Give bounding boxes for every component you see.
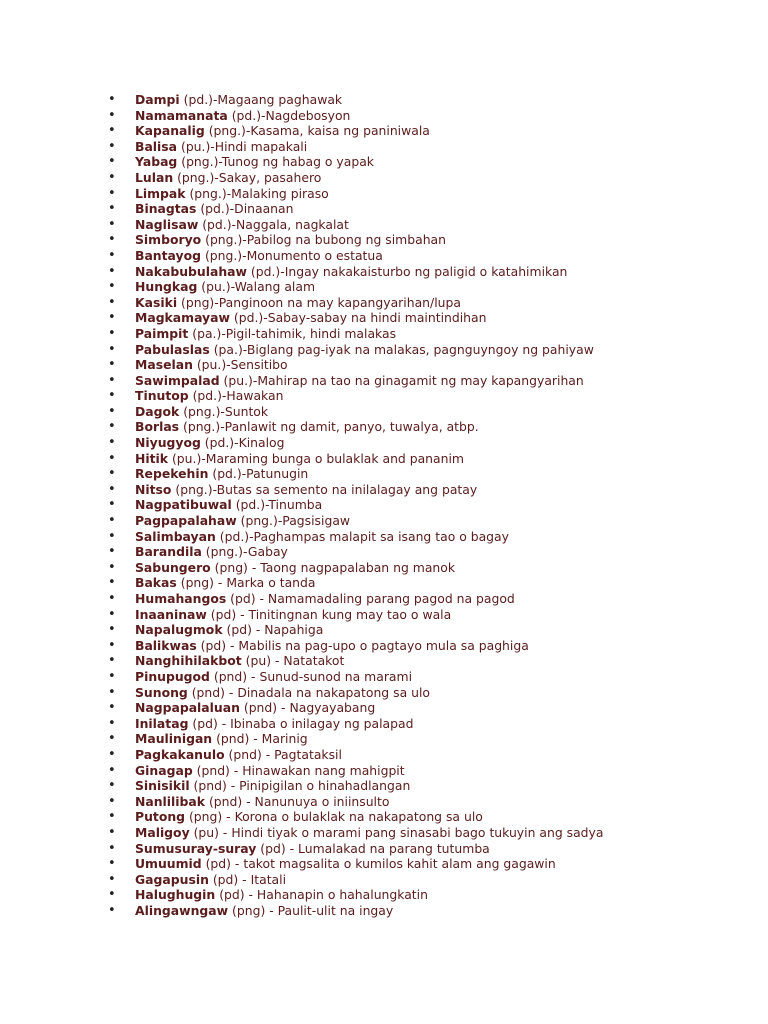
vocab-term: Binagtas <box>135 201 197 217</box>
bullet-icon: • <box>108 201 116 217</box>
bullet-icon: • <box>108 793 116 809</box>
vocab-definition: (png.)-Pagsisigaw <box>236 513 351 529</box>
vocab-term: Pabulaslas <box>135 341 210 357</box>
vocab-definition: (pnd) - Pinipigilan o hinahadlangan <box>189 778 411 794</box>
vocab-entry <box>108 310 748 326</box>
vocab-definition: (pd.)-Dinaanan <box>196 201 294 217</box>
vocab-entry <box>108 544 748 560</box>
vocab-term: Nitso <box>135 481 172 497</box>
vocab-definition: (pd) - Ibinaba o inilagay ng palapad <box>188 715 414 731</box>
vocab-definition: (png.)-Suntok <box>179 403 269 419</box>
vocab-definition: (pu.)-Sensitibo <box>192 357 288 373</box>
vocab-entry <box>108 872 748 888</box>
vocab-entry <box>108 638 748 654</box>
vocab-entry <box>108 591 748 607</box>
vocab-definition: (pnd) - Sunud-sunod na marami <box>209 668 413 684</box>
bullet-icon: • <box>108 840 116 856</box>
vocab-term: Halughugin <box>135 887 216 903</box>
vocab-definition: (pnd) - Marinig <box>212 731 308 747</box>
vocab-term: Lulan <box>135 169 174 185</box>
vocab-term: Maulinigan <box>135 731 213 747</box>
vocab-entry <box>108 763 748 779</box>
vocab-entry <box>108 809 748 825</box>
bullet-icon: • <box>108 372 116 388</box>
bullet-icon: • <box>108 746 116 762</box>
vocab-entry <box>108 607 748 623</box>
vocab-term: Napalugmok <box>135 622 223 638</box>
vocab-term: Sunong <box>135 684 188 700</box>
vocab-definition: (pd.)-Patunugin <box>208 466 309 482</box>
bullet-icon: • <box>108 575 116 591</box>
vocab-entry <box>108 451 748 467</box>
vocab-entry <box>108 295 748 311</box>
vocab-entry <box>108 513 748 529</box>
vocab-definition: (pd.)-Nagdebosyon <box>227 107 351 123</box>
bullet-icon: • <box>108 887 116 903</box>
vocab-term: Paimpit <box>135 325 189 341</box>
vocab-definition: (pd) - Lumalakad na parang tutumba <box>256 840 490 856</box>
vocab-term: Salimbayan <box>135 528 216 544</box>
vocab-term: Dampi <box>135 92 180 107</box>
bullet-icon: • <box>108 902 116 918</box>
bullet-icon: • <box>108 544 116 560</box>
vocab-definition: (pd) - takot magsalita o kumilos kahit alam ang gagawin <box>201 856 556 872</box>
vocab-entry <box>108 326 748 342</box>
bullet-icon: • <box>108 419 116 435</box>
vocab-term: Sabungero <box>135 559 211 575</box>
vocab-definition: (pd) - Napahiga <box>222 622 324 638</box>
vocab-definition: (png.)-Panlawit ng damit, panyo, tuwalya, atbp. <box>179 419 479 435</box>
vocab-term: Pagpapalahaw <box>135 513 237 529</box>
bullet-icon: • <box>108 715 116 731</box>
vocab-entry <box>108 778 748 794</box>
vocab-entry <box>108 497 748 513</box>
vocab-entry <box>108 186 748 202</box>
bullet-icon: • <box>108 357 116 373</box>
bullet-icon: • <box>108 185 116 201</box>
bullet-icon: • <box>108 310 116 326</box>
vocab-entry <box>108 139 748 155</box>
vocab-definition: (pd) - Hahanapin o hahalungkatin <box>215 887 428 903</box>
vocab-definition: (png.)-Pabilog na bubong ng simbahan <box>201 232 447 248</box>
bullet-icon: • <box>108 778 116 794</box>
bullet-icon: • <box>108 731 116 747</box>
vocab-definition: (png) - Paulit-ulit na ingay <box>228 902 394 918</box>
vocab-term: Limpak <box>135 185 186 201</box>
vocab-term: Nagpapalaluan <box>135 700 240 716</box>
vocab-definition: (png.)-Kasama, kaisa ng paniniwala <box>204 123 430 139</box>
bullet-icon: • <box>108 762 116 778</box>
vocab-term: Yabag <box>135 154 178 170</box>
vocab-definition: (pu.)-Walang alam <box>197 279 316 295</box>
vocab-entry <box>108 357 748 373</box>
vocab-entry <box>108 279 748 295</box>
bullet-icon: • <box>108 528 116 544</box>
vocab-definition: (pu) - Natatakot <box>241 653 345 669</box>
vocab-term: Maselan <box>135 357 193 373</box>
bullet-icon: • <box>108 263 116 279</box>
vocab-term: Ginagap <box>135 762 193 778</box>
vocab-term: Balikwas <box>135 637 197 653</box>
vocab-entry <box>108 731 748 747</box>
vocab-term: Nagpatibuwal <box>135 497 232 513</box>
bullet-icon: • <box>108 606 116 622</box>
bullet-icon: • <box>108 92 116 107</box>
vocab-entry <box>108 342 748 358</box>
vocab-entry <box>108 248 748 264</box>
vocab-term: Bantayog <box>135 247 201 263</box>
bullet-icon: • <box>108 294 116 310</box>
bullet-icon: • <box>108 466 116 482</box>
vocab-definition: (pnd) - Hinawakan nang mahigpit <box>192 762 405 778</box>
vocab-term: Sinisikil <box>135 778 190 794</box>
vocab-term: Borlas <box>135 419 180 435</box>
vocab-definition: (pu.)-Hindi mapakali <box>177 138 308 154</box>
vocab-term: Nakabubulahaw <box>135 263 247 279</box>
vocab-definition: (png.)-Gabay <box>201 544 288 560</box>
bullet-icon: • <box>108 668 116 684</box>
vocab-definition: (png)-Panginoon na may kapangyarihan/lupa <box>177 294 461 310</box>
vocab-entry <box>108 466 748 482</box>
vocab-term: Barandila <box>135 544 202 560</box>
vocab-definition: (png.)-Sakay, pasahero <box>173 169 322 185</box>
vocab-entry <box>108 435 748 451</box>
vocab-term: Dagok <box>135 403 180 419</box>
vocab-term: Magkamayaw <box>135 310 230 326</box>
bullet-icon: • <box>108 824 116 840</box>
vocab-definition: (png.)-Monumento o estatua <box>201 247 383 263</box>
vocab-entry <box>108 154 748 170</box>
vocab-term: Hungkag <box>135 279 198 295</box>
vocab-entry <box>108 92 748 108</box>
vocab-definition: (png) - Korona o bulaklak na nakapatong sa ulo <box>185 809 483 825</box>
vocab-term: Inaaninaw <box>135 606 207 622</box>
vocab-term: Umuumid <box>135 856 202 872</box>
bullet-icon: • <box>108 450 116 466</box>
bullet-icon: • <box>108 637 116 653</box>
vocab-entry <box>108 529 748 545</box>
vocab-definition: (pd.)-Hawakan <box>188 388 284 404</box>
bullet-icon: • <box>108 247 116 263</box>
vocab-definition: (png.)-Tunog ng habag o yapak <box>177 154 374 170</box>
vocab-term: Maligoy <box>135 824 190 840</box>
vocab-entry <box>108 108 748 124</box>
bullet-icon: • <box>108 123 116 139</box>
vocab-definition: (pd) - Itatali <box>208 871 287 887</box>
vocab-entry <box>108 653 748 669</box>
vocab-term: Hitik <box>135 450 169 466</box>
bullet-icon: • <box>108 138 116 154</box>
vocab-definition: (pa.)-Pigil-tahimik, hindi malakas <box>188 325 397 341</box>
vocab-entry <box>108 217 748 233</box>
bullet-icon: • <box>108 497 116 513</box>
bullet-icon: • <box>108 856 116 872</box>
vocab-definition: (pd.)-Tinumba <box>231 497 323 513</box>
vocab-entry <box>108 560 748 576</box>
vocab-definition: (pd) - Mabilis na pag-upo o pagtayo mula sa paghiga <box>196 637 529 653</box>
vocab-entry <box>108 373 748 389</box>
vocab-entry <box>108 887 748 903</box>
bullet-icon: • <box>108 684 116 700</box>
vocab-entry <box>108 794 748 810</box>
bullet-icon: • <box>108 622 116 638</box>
vocab-term: Gagapusin <box>135 871 209 887</box>
vocab-definition: (pd.)-Sabay-sabay na hindi maintindihan <box>229 310 487 326</box>
bullet-icon: • <box>108 388 116 404</box>
vocab-definition: (png.)-Butas sa semento na inilalagay ang patay <box>171 481 478 497</box>
vocab-definition: (pnd) - Pagtataksil <box>224 746 342 762</box>
bullet-icon: • <box>108 325 116 341</box>
vocab-term: Sawimpalad <box>135 372 220 388</box>
vocab-term: Kapanalig <box>135 123 205 139</box>
vocab-term: Pinupugod <box>135 668 210 684</box>
vocab-definition: (pd.)-Paghampas malapit sa isang tao o bagay <box>215 528 509 544</box>
vocab-definition: (pd.)-Magaang paghawak <box>179 92 343 107</box>
bullet-icon: • <box>108 232 116 248</box>
vocab-entry <box>108 856 748 872</box>
vocab-entry <box>108 264 748 280</box>
vocab-entry <box>108 419 748 435</box>
bullet-icon: • <box>108 216 116 232</box>
vocab-term: Nanghihilakbot <box>135 653 242 669</box>
vocab-term: Nanlilibak <box>135 793 206 809</box>
bullet-icon: • <box>108 809 116 825</box>
vocab-term: Balisa <box>135 138 178 154</box>
vocab-term: Sumusuray-suray <box>135 840 257 856</box>
vocab-term: Kasiki <box>135 294 178 310</box>
bullet-icon: • <box>108 154 116 170</box>
vocab-entry <box>108 622 748 638</box>
vocab-entry <box>108 482 748 498</box>
vocab-definition: (png) - Marka o tanda <box>176 575 316 591</box>
vocab-entry <box>108 404 748 420</box>
vocab-definition: (pnd) - Dinadala na nakapatong sa ulo <box>187 684 430 700</box>
bullet-icon: • <box>108 341 116 357</box>
vocab-definition: (pd.)-Ingay nakakaisturbo ng paligid o katahimikan <box>246 263 568 279</box>
vocab-term: Putong <box>135 809 186 825</box>
vocab-term: Repekehin <box>135 466 209 482</box>
bullet-icon: • <box>108 871 116 887</box>
vocab-entry <box>108 903 748 919</box>
vocab-entry <box>108 170 748 186</box>
vocab-entry <box>108 232 748 248</box>
bullet-icon: • <box>108 279 116 295</box>
vocab-definition: (pnd) - Nanunuya o iniinsulto <box>205 793 390 809</box>
vocab-entry <box>108 123 748 139</box>
vocab-term: Alingawngaw <box>135 902 229 918</box>
vocab-definition: (pd) - Tinitingnan kung may tao o wala <box>206 606 452 622</box>
vocab-entry <box>108 669 748 685</box>
vocab-entry <box>108 575 748 591</box>
bullet-icon: • <box>108 169 116 185</box>
bullet-icon: • <box>108 435 116 451</box>
vocab-definition: (pu) - Hindi tiyak o marami pang sinasabi bago tukuyin ang sadya <box>189 824 604 840</box>
vocab-entry <box>108 825 748 841</box>
vocab-definition: (pa.)-Biglang pag-iyak na malakas, pagnguyngoy ng pahiyaw <box>209 341 594 357</box>
bullet-icon: • <box>108 591 116 606</box>
vocab-term: Tinutop <box>135 388 189 404</box>
vocab-definition: (png) - Taong nagpapalaban ng manok <box>210 559 456 575</box>
vocab-term: Bakas <box>135 575 177 591</box>
vocab-entry <box>108 747 748 763</box>
vocab-definition: (pu.)-Maraming bunga o bulaklak and pananim <box>168 450 464 466</box>
bullet-icon: • <box>108 513 116 529</box>
bullet-icon: • <box>108 481 116 497</box>
vocab-entry <box>108 388 748 404</box>
vocab-term: Namamanata <box>135 107 228 123</box>
bullet-icon: • <box>108 403 116 419</box>
vocab-definition: (pu.)-Mahirap na tao na ginagamit ng may kapangyarihan <box>219 372 584 388</box>
bullet-icon: • <box>108 559 116 575</box>
vocab-definition: (pd.)-Naggala, nagkalat <box>198 216 349 232</box>
vocab-definition: (pnd) - Nagyayabang <box>239 700 376 716</box>
vocabulary-list <box>108 92 748 918</box>
vocab-entry <box>108 841 748 857</box>
vocab-term: Pagkakanulo <box>135 746 225 762</box>
vocab-term: Humahangos <box>135 591 227 606</box>
vocab-term: Niyugyog <box>135 435 201 451</box>
vocab-entry <box>108 716 748 732</box>
vocab-definition: (pd) - Namamadaling parang pagod na pagod <box>226 591 515 606</box>
vocab-definition: (pd.)-Kinalog <box>200 435 285 451</box>
vocab-term: Inilatag <box>135 715 189 731</box>
bullet-icon: • <box>108 700 116 716</box>
vocab-definition: (png.)-Malaking piraso <box>185 185 329 201</box>
vocab-entry <box>108 700 748 716</box>
bullet-icon: • <box>108 107 116 123</box>
vocab-term: Naglisaw <box>135 216 199 232</box>
bullet-icon: • <box>108 653 116 669</box>
vocab-entry <box>108 201 748 217</box>
vocab-entry <box>108 685 748 701</box>
vocab-term: Simboryo <box>135 232 202 248</box>
